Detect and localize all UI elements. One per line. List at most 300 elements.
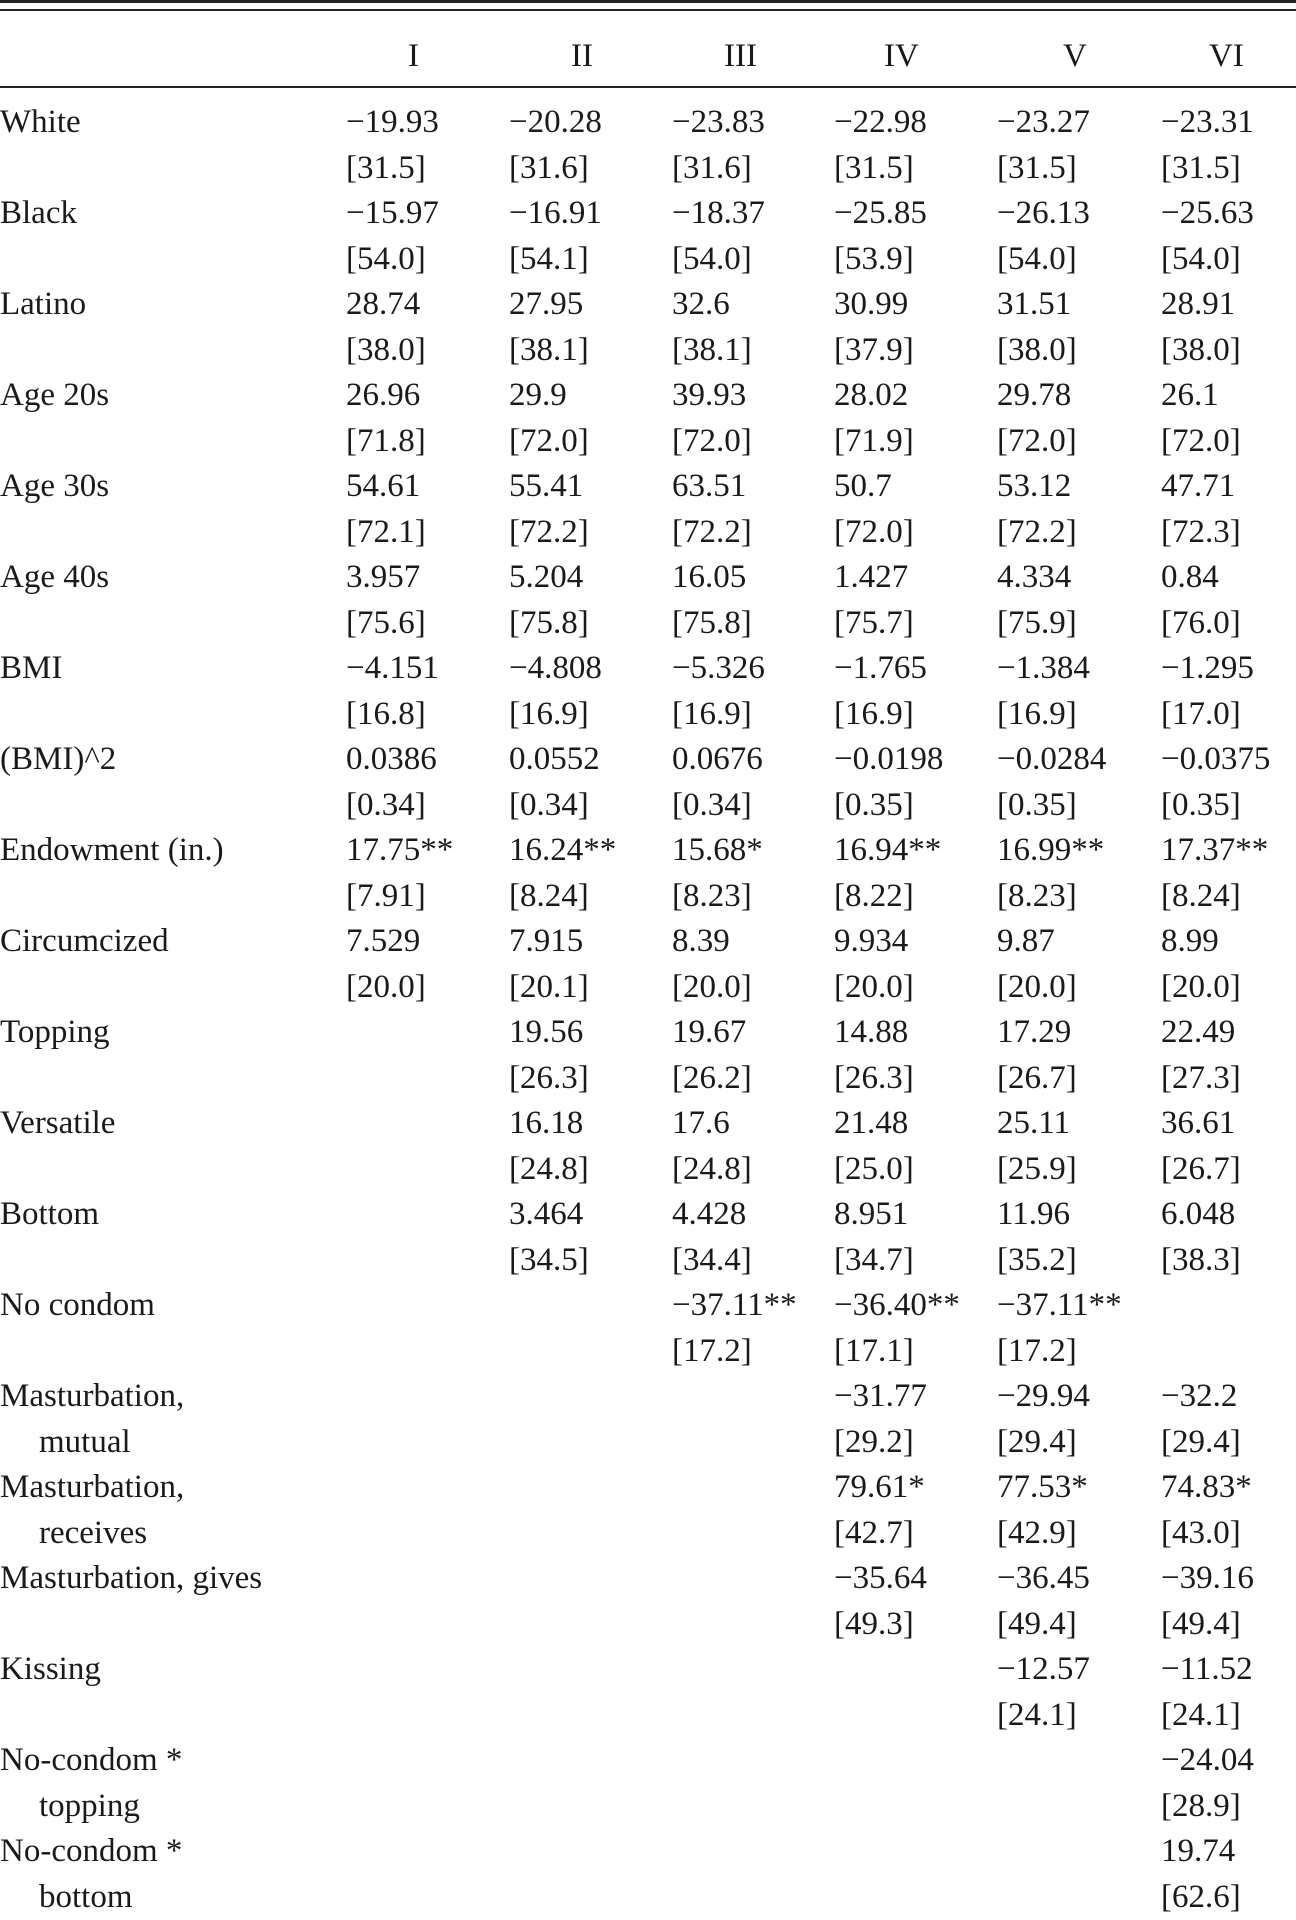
row-label (0, 601, 346, 647)
column-header-2 (509, 0, 672, 100)
cell-col-6: [72.3] (1161, 513, 1241, 550)
cell-col-1: −19.93 (346, 104, 439, 140)
row-label (0, 1056, 346, 1102)
cell-col-5: [16.9] (997, 695, 1077, 732)
table-row (0, 1374, 1296, 1420)
cell-col-4: 16.94** (834, 832, 942, 868)
column-header-2-text: II (571, 38, 593, 74)
cell-col-5: [29.4] (997, 1423, 1077, 1460)
table-row (0, 1420, 1296, 1466)
cell-col-6: 22.49 (1161, 1014, 1236, 1050)
table-row (0, 965, 1296, 1011)
cell-col-2 (509, 1875, 672, 1920)
cell-col-5: 9.87 (997, 923, 1055, 959)
row-label (0, 1329, 346, 1375)
row-label: White (0, 104, 81, 140)
row-label (0, 328, 346, 374)
table-row (0, 783, 1296, 829)
cell-col-5: −37.11** (997, 1287, 1122, 1323)
cell-col-3: 15.68* (672, 832, 763, 868)
cell-col-6: −39.16 (1161, 1560, 1254, 1596)
cell-col-4: 28.02 (834, 377, 909, 413)
cell-col-4 (834, 1647, 997, 1693)
cell-col-5: [35.2] (997, 1241, 1077, 1278)
cell-col-5: 29.78 (997, 377, 1072, 413)
cell-col-5: [8.23] (997, 877, 1077, 914)
cell-col-6: [49.4] (1161, 1605, 1241, 1642)
cell-col-4: [34.7] (834, 1241, 914, 1278)
row-label: Bottom (0, 1196, 100, 1232)
cell-col-4: [25.0] (834, 1150, 914, 1187)
cell-col-3: 63.51 (672, 468, 747, 504)
cell-col-4 (834, 1875, 997, 1920)
cell-col-5: −26.13 (997, 195, 1090, 231)
cell-col-6: 8.99 (1161, 923, 1219, 959)
cell-col-6: [20.0] (1161, 968, 1241, 1005)
cell-col-2: 29.9 (509, 377, 567, 413)
column-header-6-text: VI (1209, 38, 1244, 74)
cell-col-2: [72.2] (509, 513, 589, 550)
cell-col-6: [43.0] (1161, 1514, 1241, 1551)
cell-col-4: [71.9] (834, 422, 914, 459)
cell-col-1: 7.529 (346, 923, 421, 959)
cell-col-1 (346, 1010, 509, 1056)
cell-col-2: 27.95 (509, 286, 584, 322)
cell-col-1: [7.91] (346, 877, 426, 914)
cell-col-2: 5.204 (509, 559, 584, 595)
column-header-1-text: I (408, 38, 419, 74)
cell-col-6 (1161, 1329, 1296, 1375)
cell-col-5: [72.2] (997, 513, 1077, 550)
cell-col-4: [53.9] (834, 240, 914, 277)
row-label: Age 40s (0, 559, 110, 595)
cell-col-3: 0.0676 (672, 741, 763, 777)
row-label: Kissing (0, 1651, 101, 1687)
cell-col-3: [54.0] (672, 240, 752, 277)
cell-col-6: [38.0] (1161, 331, 1241, 368)
cell-col-5: [17.2] (997, 1332, 1077, 1369)
cell-col-2: 0.0552 (509, 741, 600, 777)
cell-col-2: [34.5] (509, 1241, 589, 1278)
cell-col-1 (346, 1192, 509, 1238)
header-label-cell (0, 0, 346, 100)
cell-col-6: −0.0375 (1161, 741, 1271, 777)
cell-col-3: −37.11** (672, 1287, 797, 1323)
cell-col-3 (672, 1875, 834, 1920)
cell-col-5: −0.0284 (997, 741, 1107, 777)
cell-col-5: [75.9] (997, 604, 1077, 641)
table-row (0, 555, 1296, 601)
cell-col-5: 25.11 (997, 1105, 1071, 1141)
cell-col-3: [75.8] (672, 604, 752, 641)
cell-col-3 (672, 1602, 834, 1648)
cell-col-6: 19.74 (1161, 1833, 1236, 1869)
cell-col-4: 30.99 (834, 286, 909, 322)
cell-col-2: 16.24** (509, 832, 617, 868)
cell-col-3: 4.428 (672, 1196, 747, 1232)
cell-col-3: 17.6 (672, 1105, 730, 1141)
cell-col-2: [20.1] (509, 968, 589, 1005)
cell-col-4: [31.5] (834, 149, 914, 186)
row-label: Masturbation, (0, 1378, 185, 1414)
cell-col-1: [0.34] (346, 786, 426, 823)
cell-col-3 (672, 1647, 834, 1693)
cell-col-5 (997, 1875, 1161, 1920)
cell-col-3: [34.4] (672, 1241, 752, 1278)
cell-col-6: −25.63 (1161, 195, 1254, 231)
cell-col-4 (834, 1784, 997, 1830)
table-row (0, 1693, 1296, 1739)
table-row (0, 692, 1296, 738)
cell-col-3: [20.0] (672, 968, 752, 1005)
table-row (0, 1192, 1296, 1238)
cell-col-4: −22.98 (834, 104, 927, 140)
cell-col-6: 47.71 (1161, 468, 1236, 504)
cell-col-4: −35.64 (834, 1560, 927, 1596)
table-row (0, 237, 1296, 283)
table-row (0, 1147, 1296, 1193)
table-row (0, 510, 1296, 556)
cell-col-3: [0.34] (672, 786, 752, 823)
table-row (0, 146, 1296, 192)
cell-col-4: [0.35] (834, 786, 914, 823)
row-label: topping (39, 1787, 140, 1824)
row-label: Masturbation, (0, 1469, 185, 1505)
cell-col-4: 1.427 (834, 559, 909, 595)
cell-col-1: [72.1] (346, 513, 426, 550)
cell-col-2: [8.24] (509, 877, 589, 914)
cell-col-6: [72.0] (1161, 422, 1241, 459)
cell-col-1: [38.0] (346, 331, 426, 368)
table-row (0, 1511, 1296, 1557)
table-row (0, 464, 1296, 510)
table-row (0, 1738, 1296, 1784)
cell-col-4: −0.0198 (834, 741, 944, 777)
cell-col-1: [16.8] (346, 695, 426, 732)
cell-col-6: 17.37** (1161, 832, 1269, 868)
cell-col-1: [31.5] (346, 149, 426, 186)
table-row (0, 1056, 1296, 1102)
row-label: Latino (0, 286, 87, 322)
cell-col-4: −36.40** (834, 1287, 960, 1323)
row-label (0, 146, 346, 192)
cell-col-2: 7.915 (509, 923, 584, 959)
cell-col-6: 28.91 (1161, 286, 1236, 322)
cell-col-3: [38.1] (672, 331, 752, 368)
cell-col-5: [31.5] (997, 149, 1077, 186)
table-row (0, 282, 1296, 328)
cell-col-1: −4.151 (346, 650, 439, 686)
cell-col-1 (346, 1511, 509, 1557)
cell-col-5: [72.0] (997, 422, 1077, 459)
row-label: receives (39, 1514, 148, 1551)
row-label (0, 1693, 346, 1739)
cell-col-1 (346, 1147, 509, 1193)
cell-col-1: [54.0] (346, 240, 426, 277)
row-label: No condom (0, 1287, 155, 1323)
row-label: Versatile (0, 1105, 116, 1141)
cell-col-5 (997, 1784, 1161, 1830)
cell-col-5 (997, 1829, 1161, 1875)
cell-col-1 (346, 1101, 509, 1147)
table-row (0, 1556, 1296, 1602)
table-row (0, 1465, 1296, 1511)
cell-col-5: 17.29 (997, 1014, 1072, 1050)
cell-col-3 (672, 1420, 834, 1466)
table-row (0, 1101, 1296, 1147)
cell-col-2: 3.464 (509, 1196, 584, 1232)
cell-col-6: −24.04 (1161, 1742, 1254, 1778)
cell-col-2: [26.3] (509, 1059, 589, 1096)
cell-col-1 (346, 1283, 509, 1329)
cell-col-1 (346, 1238, 509, 1284)
cell-col-5: 77.53* (997, 1469, 1088, 1505)
cell-col-6: [27.3] (1161, 1059, 1241, 1096)
cell-col-6: [17.0] (1161, 695, 1241, 732)
cell-col-4: [49.3] (834, 1605, 914, 1642)
table-row (0, 328, 1296, 374)
cell-col-4: [16.9] (834, 695, 914, 732)
cell-col-4: 9.934 (834, 923, 909, 959)
table-header (0, 0, 1296, 100)
cell-col-5: [49.4] (997, 1605, 1077, 1642)
cell-col-3: [72.2] (672, 513, 752, 550)
row-label: BMI (0, 650, 63, 686)
cell-col-6: 74.83* (1161, 1469, 1252, 1505)
cell-col-6: 26.1 (1161, 377, 1219, 413)
row-label: No-condom * (0, 1742, 183, 1778)
table-row (0, 1329, 1296, 1375)
cell-col-1: 54.61 (346, 468, 421, 504)
table-row (0, 100, 1296, 146)
cell-col-3: 32.6 (672, 286, 730, 322)
cell-col-5: −23.27 (997, 104, 1090, 140)
cell-col-2 (509, 1329, 672, 1375)
row-label: Masturbation, gives (0, 1560, 263, 1596)
table-row (0, 1829, 1296, 1875)
cell-col-3 (672, 1738, 834, 1784)
row-label: No-condom * (0, 1833, 183, 1869)
cell-col-1: 0.0386 (346, 741, 437, 777)
cell-col-1 (346, 1374, 509, 1420)
cell-col-2: [31.6] (509, 149, 589, 186)
row-label: Circumcized (0, 923, 169, 959)
cell-col-4: −31.77 (834, 1378, 927, 1414)
cell-col-1: 3.957 (346, 559, 421, 595)
cell-col-3: 39.93 (672, 377, 747, 413)
cell-col-2 (509, 1283, 672, 1329)
cell-col-4: [72.0] (834, 513, 914, 550)
table-row (0, 874, 1296, 920)
cell-col-4 (834, 1738, 997, 1784)
table-row (0, 601, 1296, 647)
cell-col-2: [72.0] (509, 422, 589, 459)
column-header-4 (834, 0, 997, 100)
table-row (0, 828, 1296, 874)
cell-col-2: [38.1] (509, 331, 589, 368)
row-label (0, 510, 346, 556)
cell-col-1: 26.96 (346, 377, 421, 413)
cell-col-4: 79.61* (834, 1469, 925, 1505)
row-label: Age 30s (0, 468, 110, 504)
cell-col-5: [38.0] (997, 331, 1077, 368)
row-label (0, 419, 346, 465)
cell-col-4: [29.2] (834, 1423, 914, 1460)
cell-col-2: −20.28 (509, 104, 602, 140)
column-header-1 (346, 0, 509, 100)
cell-col-6: [54.0] (1161, 240, 1241, 277)
row-label: Age 20s (0, 377, 110, 413)
column-header-3-text: III (724, 38, 757, 74)
cell-col-4 (834, 1693, 997, 1739)
cell-col-1: [75.6] (346, 604, 426, 641)
column-header-6 (1161, 0, 1296, 100)
column-header-5 (997, 0, 1161, 100)
cell-col-2: −4.808 (509, 650, 602, 686)
cell-col-4: [42.7] (834, 1514, 914, 1551)
cell-col-3: [26.2] (672, 1059, 752, 1096)
cell-col-4: [37.9] (834, 331, 914, 368)
cell-col-2 (509, 1647, 672, 1693)
cell-col-5: [26.7] (997, 1059, 1077, 1096)
cell-col-3: [8.23] (672, 877, 752, 914)
cell-col-6: [8.24] (1161, 877, 1241, 914)
cell-col-5 (997, 1738, 1161, 1784)
cell-col-2: [75.8] (509, 604, 589, 641)
cell-col-4: 8.951 (834, 1196, 909, 1232)
table-row (0, 419, 1296, 465)
table-row (0, 1875, 1296, 1920)
cell-col-6: [76.0] (1161, 604, 1241, 641)
row-label: Black (0, 195, 77, 231)
cell-col-6: [0.35] (1161, 786, 1241, 823)
cell-col-3 (672, 1465, 834, 1511)
row-label: (BMI)^2 (0, 741, 117, 777)
column-header-4-text: IV (884, 38, 919, 74)
row-label (0, 1147, 346, 1193)
cell-col-6: [31.5] (1161, 149, 1241, 186)
cell-col-3: [17.2] (672, 1332, 752, 1369)
cell-col-1 (346, 1420, 509, 1466)
table-row (0, 1602, 1296, 1648)
cell-col-4: 14.88 (834, 1014, 909, 1050)
cell-col-1: [71.8] (346, 422, 426, 459)
cell-col-6: 0.84 (1161, 559, 1219, 595)
table-row (0, 919, 1296, 965)
cell-col-1 (346, 1556, 509, 1602)
row-label: Endowment (in.) (0, 832, 224, 868)
cell-col-5: [20.0] (997, 968, 1077, 1005)
cell-col-1 (346, 1875, 509, 1920)
cell-col-1: 28.74 (346, 286, 421, 322)
cell-col-4: [8.22] (834, 877, 914, 914)
cell-col-1 (346, 1693, 509, 1739)
table-row (0, 373, 1296, 419)
cell-col-2 (509, 1738, 672, 1784)
cell-col-2 (509, 1374, 672, 1420)
cell-col-2 (509, 1602, 672, 1648)
cell-col-4 (834, 1829, 997, 1875)
cell-col-1 (346, 1647, 509, 1693)
cell-col-3 (672, 1374, 834, 1420)
cell-col-4: [20.0] (834, 968, 914, 1005)
table-row (0, 737, 1296, 783)
row-label (0, 965, 346, 1011)
table-row (0, 191, 1296, 237)
cell-col-1 (346, 1738, 509, 1784)
cell-col-5: [25.9] (997, 1150, 1077, 1187)
cell-col-3: 19.67 (672, 1014, 747, 1050)
cell-col-6: −32.2 (1161, 1378, 1238, 1414)
cell-col-1 (346, 1602, 509, 1648)
cell-col-4: [17.1] (834, 1332, 914, 1369)
cell-col-6: [26.7] (1161, 1150, 1241, 1187)
cell-col-3 (672, 1511, 834, 1557)
table-row (0, 1283, 1296, 1329)
column-header-5-text: V (1063, 38, 1087, 74)
cell-col-3: [16.9] (672, 695, 752, 732)
cell-col-3 (672, 1556, 834, 1602)
cell-col-1 (346, 1829, 509, 1875)
table-row (0, 1647, 1296, 1693)
cell-col-5: −1.384 (997, 650, 1090, 686)
cell-col-2 (509, 1511, 672, 1557)
row-label (0, 874, 346, 920)
cell-col-4: 50.7 (834, 468, 892, 504)
cell-col-5: [0.35] (997, 786, 1077, 823)
cell-col-5: −12.57 (997, 1651, 1090, 1687)
cell-col-2: −16.91 (509, 195, 602, 231)
cell-col-5: 4.334 (997, 559, 1072, 595)
cell-col-2 (509, 1465, 672, 1511)
cell-col-2: 19.56 (509, 1014, 584, 1050)
cell-col-3 (672, 1693, 834, 1739)
cell-col-5: [54.0] (997, 240, 1077, 277)
cell-col-6: 36.61 (1161, 1105, 1236, 1141)
row-label: Topping (0, 1014, 110, 1050)
cell-col-2: 55.41 (509, 468, 584, 504)
cell-col-2 (509, 1829, 672, 1875)
table-row (0, 1784, 1296, 1830)
cell-col-3: [24.8] (672, 1150, 752, 1187)
table-row (0, 1010, 1296, 1056)
cell-col-6: −1.295 (1161, 650, 1254, 686)
cell-col-1: [20.0] (346, 968, 426, 1005)
row-label: bottom (39, 1878, 133, 1915)
cell-col-5: [24.1] (997, 1696, 1077, 1733)
row-label (0, 237, 346, 283)
cell-col-2 (509, 1784, 672, 1830)
cell-col-4: [26.3] (834, 1059, 914, 1096)
cell-col-6: [62.6] (1161, 1878, 1241, 1915)
row-label (0, 1238, 346, 1284)
cell-col-5: 31.51 (997, 286, 1072, 322)
cell-col-1: 17.75** (346, 832, 454, 868)
cell-col-3: 8.39 (672, 923, 730, 959)
cell-col-5: 11.96 (997, 1196, 1071, 1232)
column-header-3 (672, 0, 834, 100)
table-body (0, 100, 1296, 1920)
cell-col-6: [38.3] (1161, 1241, 1241, 1278)
row-label (0, 1602, 346, 1648)
cell-col-2: [0.34] (509, 786, 589, 823)
row-label (0, 783, 346, 829)
cell-col-3: −5.326 (672, 650, 765, 686)
cell-col-6: 6.048 (1161, 1196, 1236, 1232)
cell-col-3: 16.05 (672, 559, 747, 595)
cell-col-3: [31.6] (672, 149, 752, 186)
table-row (0, 646, 1296, 692)
